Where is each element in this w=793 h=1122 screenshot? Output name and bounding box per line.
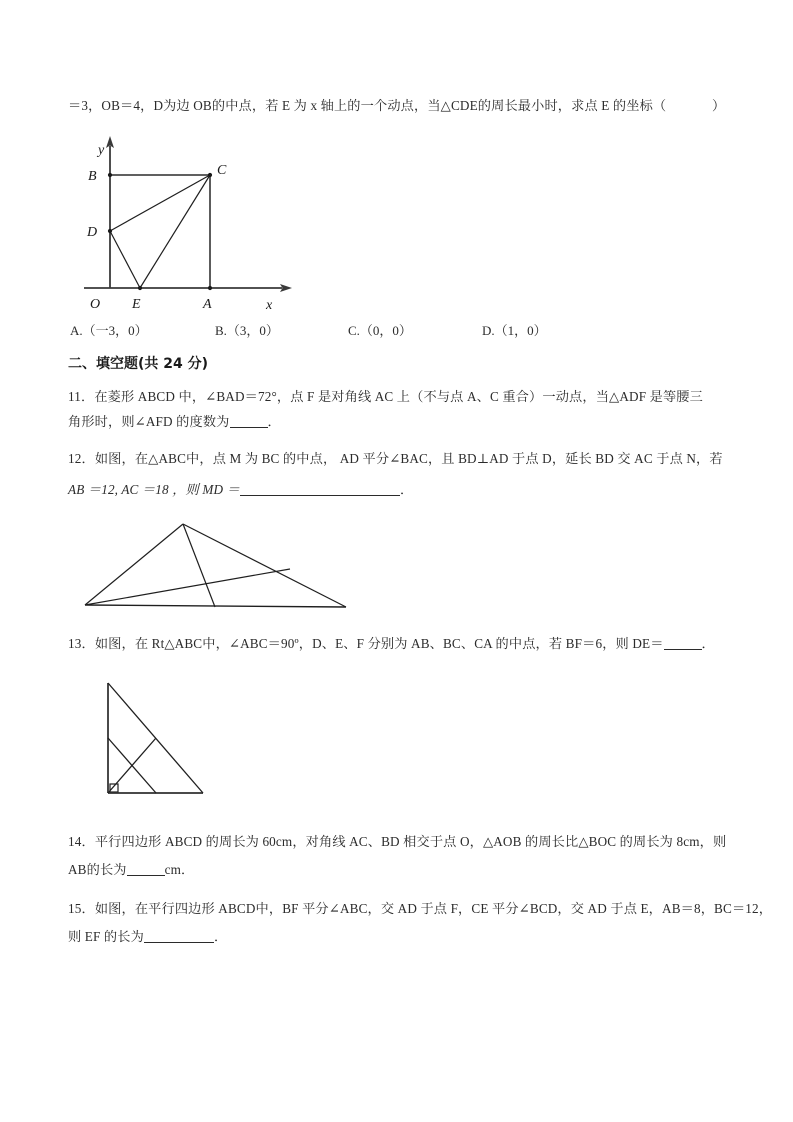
option-A-key: A. <box>70 323 83 338</box>
point-B-dot <box>108 173 112 177</box>
question-13-period: ． <box>701 636 715 651</box>
segment-EC <box>140 175 210 288</box>
question-12-period: ． <box>399 482 414 497</box>
section-heading-fill-in-blanks: 二、填空题(共 24 分) <box>68 356 209 372</box>
option-B[interactable] <box>215 320 279 339</box>
question-14-line-2 <box>68 860 194 880</box>
question-13-line-1 <box>68 634 715 654</box>
label-axis-x: x <box>266 298 273 313</box>
question-15-line-2-text: 则 EF 的长为 <box>68 929 144 944</box>
label-point-C: C <box>217 163 227 178</box>
option-B-value: （3，0） <box>226 323 279 338</box>
segment-AM <box>183 524 215 607</box>
point-E-dot <box>138 286 142 290</box>
question-13-text: 13．如图，在 Rt△ABC中，∠ABC＝90º，D、E、F 分别为 AB、BC、CA 的中点，若 BF＝6，则 DE＝ <box>68 636 664 651</box>
point-A-dot <box>208 286 212 290</box>
label-point-D: D <box>87 225 98 240</box>
question-11-line-2-text: 角形时，则∠AFD 的度数为 <box>68 414 230 429</box>
question-10-tail-line <box>68 96 666 116</box>
question-15-line-2 <box>68 927 227 947</box>
option-A-value: （一3，0） <box>82 323 148 338</box>
segment-DE <box>110 231 140 288</box>
answer-blank-q15[interactable] <box>144 930 214 943</box>
segment-AC <box>183 524 346 607</box>
segment-BN <box>85 569 290 605</box>
question-12-line-2 <box>68 480 413 500</box>
answer-blank-q11[interactable] <box>230 415 268 428</box>
figure-question-13 <box>70 658 270 813</box>
question-11-line-2 <box>68 412 281 432</box>
triangle-abc-cevians-svg <box>68 503 388 625</box>
right-triangle-midsegment-svg <box>70 658 270 813</box>
point-D-dot <box>108 229 112 233</box>
question-12-line-2-text: AB ＝12, AC ＝18 ，则 MD ＝ <box>68 482 240 497</box>
label-origin-O: O <box>90 297 101 312</box>
question-15-line-1: 15．如图，在平行四边形 ABCD中，BF 平分∠ABC，交 AD 于点 F，CE 平分∠BCD，交 AD 于点 E，AB＝8，BC＝12， <box>68 901 773 916</box>
option-C[interactable] <box>348 320 412 339</box>
question-11-line-1: 11．在菱形 ABCD 中，∠BAD＝72°，点 F 是对角线 AC 上（不与点 A、C 重合）一动点，当△ADF 是等腰三 <box>68 389 703 404</box>
question-14-unit: cm． <box>164 862 195 877</box>
point-C-dot <box>208 173 212 177</box>
option-D[interactable] <box>482 320 547 339</box>
option-C-value: （0，0） <box>359 323 412 338</box>
answer-blank-q13[interactable] <box>664 637 702 650</box>
question-12-line-1: 12．如图，在△ABC中，点 M 为 BC 的中点， AD 平分∠BAC，且 BD⊥AD 于点 D，延长 BD 交 AC 于点 N，若 <box>68 451 723 466</box>
option-D-key: D. <box>482 323 495 338</box>
answer-blank-q14[interactable] <box>127 863 165 876</box>
segment-BA <box>85 524 183 605</box>
option-D-value: （1，0） <box>494 323 547 338</box>
label-point-B: B <box>88 169 97 184</box>
option-A[interactable] <box>70 320 148 339</box>
question-11-period: ． <box>267 414 281 429</box>
label-axis-y: y <box>98 143 105 158</box>
option-B-key: B. <box>215 323 227 338</box>
question-14-line-1: 14．平行四边形 ABCD 的周长为 60cm，对角线 AC、BD 相交于点 O，△AOB 的周长比△BOC 的周长为 8cm，则 <box>68 834 727 849</box>
question-10-close-paren: ） <box>712 98 726 113</box>
segment-DC <box>110 175 210 231</box>
label-point-E: E <box>132 297 141 312</box>
question-15-period: ． <box>213 929 228 944</box>
answer-blank-q12[interactable] <box>240 483 400 496</box>
figure-question-12 <box>68 503 388 625</box>
option-C-key: C. <box>348 323 360 338</box>
question-10-tail-text: ＝3，OB＝4，D为边 OB的中点，若 E 为 x 轴上的一个动点，当△CDE的周长最小时，求点 E 的坐标（ <box>68 98 667 113</box>
question-14-line-2-text: AB的长为 <box>68 862 127 877</box>
coordinate-plane-svg <box>70 128 320 313</box>
figure-question-10 <box>70 128 320 313</box>
label-point-A: A <box>203 297 212 312</box>
